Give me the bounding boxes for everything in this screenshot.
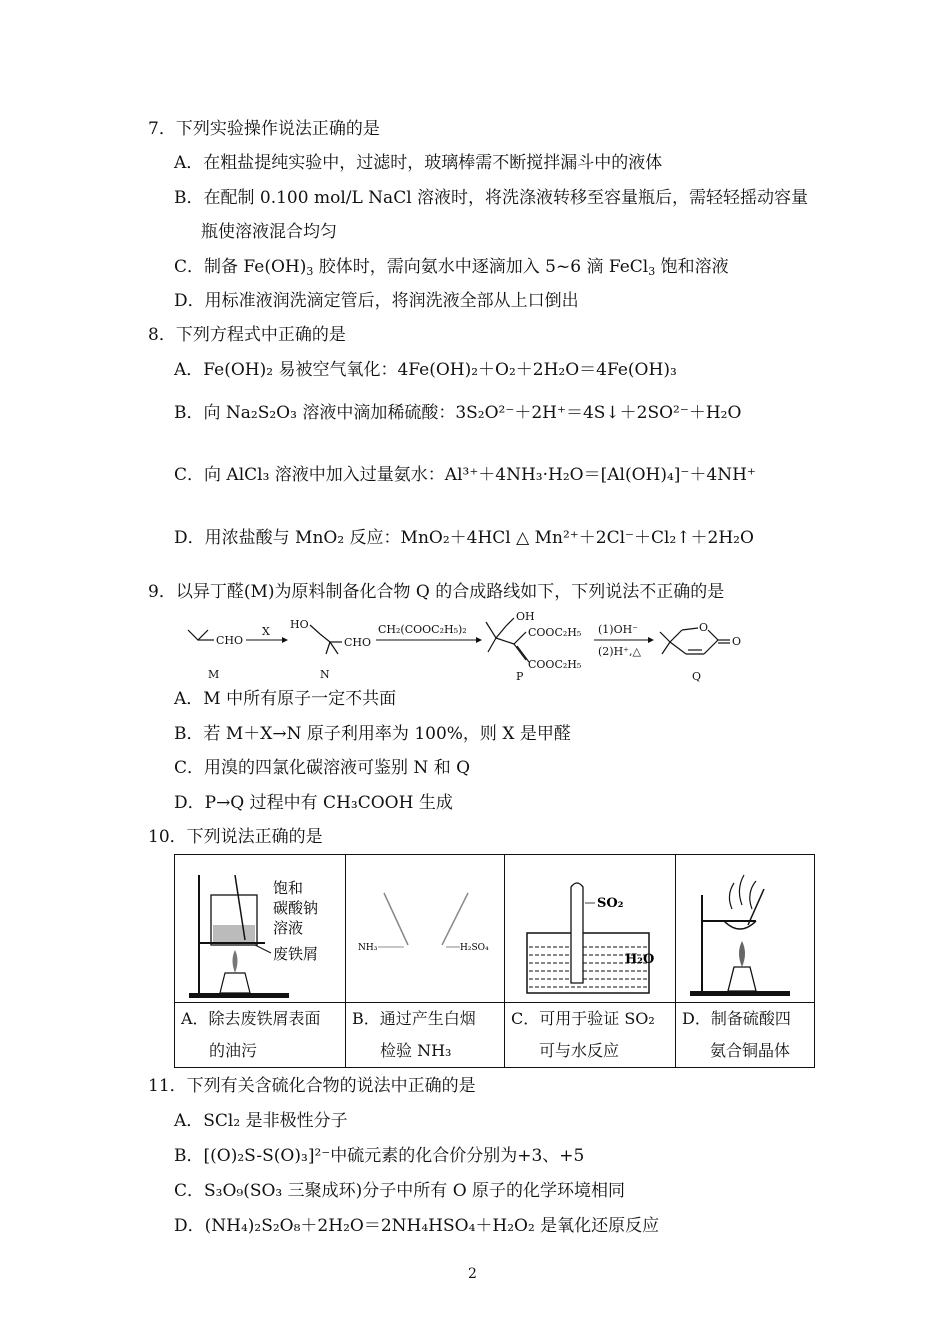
p-ester-2: COOC₂H₅ bbox=[528, 658, 582, 671]
label-p: P bbox=[516, 670, 524, 683]
q-carbonyl-o: O bbox=[732, 635, 742, 648]
label-n: N bbox=[320, 668, 330, 681]
caption-b-line2: 检验 NH₃ bbox=[380, 1041, 452, 1060]
caption-b-line1: B．通过产生白烟 bbox=[352, 1009, 476, 1028]
label-h2o: H₂O bbox=[625, 952, 655, 967]
q-ring-o: O bbox=[699, 621, 709, 634]
arrow-3 bbox=[594, 623, 654, 658]
q9-option-c: C．用溴的四氯化碳溶液可鉴别 N 和 Q bbox=[174, 758, 471, 778]
cell-d-image bbox=[676, 855, 815, 1003]
n-ho: HO bbox=[290, 618, 309, 631]
p-oh: OH bbox=[516, 610, 535, 623]
cell-a-image bbox=[175, 855, 346, 1003]
caption-d-line1: D．制备硫酸四 bbox=[682, 1009, 791, 1028]
caption-c-line1: C．可用于验证 SO₂ bbox=[511, 1009, 655, 1028]
arrow-2 bbox=[376, 623, 482, 643]
q8-option-b: B．向 Na₂S₂O₃ 溶液中滴加稀硫酸：3S₂O²⁻＋2H⁺＝4S↓＋2SO²⁻＋H₂O bbox=[174, 403, 742, 423]
apparatus-a bbox=[175, 855, 345, 1002]
cell-b-image bbox=[346, 855, 505, 1003]
q7-option-c: C．制备 $Fe(OH)_3$ 胶体时，需向氨水中逐滴加入 5~6 滴 FeCl$_3$ 饱和溶液 bbox=[174, 257, 729, 278]
label-saturated: 饱和 bbox=[273, 879, 304, 897]
q11-option-a: A．SCl₂ 是非极性分子 bbox=[174, 1111, 348, 1131]
compound-q bbox=[660, 621, 741, 683]
label-sodium-carbonate: 碳酸钠 bbox=[273, 899, 319, 917]
q10-stem: 10．下列说法正确的是 bbox=[148, 827, 323, 847]
q7-stem: 7．下列实验操作说法正确的是 bbox=[148, 119, 380, 139]
label-m: M bbox=[208, 668, 220, 681]
label-iron-scraps: 废铁屑 bbox=[273, 945, 319, 963]
q8-option-c: C．向 AlCl₃ 溶液中加入过量氨水：Al³⁺＋4NH₃·H₂O＝[Al(OH)₄]⁻＋4NH⁺ bbox=[174, 465, 756, 485]
q9-option-a: A．M 中所有原子一定不共面 bbox=[174, 689, 397, 709]
apparatus-d bbox=[676, 855, 814, 1002]
q7-option-a: A．在粗盐提纯实验中，过滤时，玻璃棒需不断搅拌漏斗中的液体 bbox=[174, 153, 663, 173]
q11-stem: 11．下列有关含硫化合物的说法中正确的是 bbox=[148, 1076, 476, 1096]
n-cho: CHO bbox=[344, 636, 372, 649]
q9-stem: 9．以异丁醛(M)为原料制备化合物 Q 的合成路线如下，下列说法不正确的是 bbox=[148, 582, 725, 602]
q7-option-d: D．用标准液润洗滴定管后，将润洗液全部从上口倒出 bbox=[174, 291, 579, 311]
cell-c-image bbox=[505, 855, 676, 1003]
m-cho: CHO bbox=[216, 634, 244, 647]
caption-a bbox=[175, 1003, 346, 1068]
q7-option-b-line2: 瓶使溶液混合均匀 bbox=[201, 222, 337, 242]
caption-c-line2: 可与水反应 bbox=[539, 1041, 620, 1060]
apparatus-c bbox=[505, 855, 675, 1002]
synthesis-scheme bbox=[186, 608, 766, 686]
q8-option-a: A．Fe(OH)₂ 易被空气氧化：4Fe(OH)₂＋O₂＋2H₂O＝4Fe(OH)₃ bbox=[174, 360, 677, 380]
q11-option-d: D．(NH₄)₂S₂O₈＋2H₂O＝2NH₄HSO₄＋H₂O₂ 是氧化还原反应 bbox=[174, 1216, 660, 1236]
caption-d bbox=[676, 1003, 815, 1068]
caption-a-line2: 的油污 bbox=[209, 1041, 258, 1060]
caption-d-line2: 氨合铜晶体 bbox=[710, 1041, 791, 1060]
compound-n bbox=[290, 618, 371, 681]
p-ester-1: COOC₂H₅ bbox=[528, 626, 582, 639]
reagent-h: (2)H⁺,△ bbox=[598, 645, 641, 658]
apparatus-b bbox=[346, 855, 504, 1002]
label-h2so4: H₂SO₄ bbox=[460, 943, 489, 953]
caption-c bbox=[505, 1003, 676, 1068]
q9-option-d: D．P→Q 过程中有 CH₃COOH 生成 bbox=[174, 793, 453, 813]
reagent-malonate: CH₂(COOC₂H₅)₂ bbox=[378, 623, 467, 636]
label-q: Q bbox=[692, 670, 702, 683]
compound-m bbox=[188, 630, 243, 681]
caption-a-line1: A．除去废铁屑表面 bbox=[181, 1009, 321, 1028]
label-so2: SO₂ bbox=[597, 896, 624, 911]
label-nh3: NH₃ bbox=[358, 943, 378, 953]
q11-option-c: C．S₃O₉(SO₃ 三聚成环)分子中所有 O 原子的化学环境相同 bbox=[174, 1181, 626, 1201]
reagent-oh: (1)OH⁻ bbox=[598, 623, 638, 636]
q7-option-b-line1: B．在配制 0.100 mol/L NaCl 溶液时，将洗涤液转移至容量瓶后，需轻轻摇动容量 bbox=[174, 188, 809, 208]
arrow-1 bbox=[246, 625, 288, 643]
caption-b bbox=[346, 1003, 505, 1068]
q10-table bbox=[174, 854, 815, 1068]
reagent-x: X bbox=[262, 625, 270, 638]
page-number: 2 bbox=[468, 1266, 477, 1282]
q9-option-b: B．若 M＋X→N 原子利用率为 100%，则 X 是甲醛 bbox=[174, 724, 571, 744]
compound-p bbox=[486, 610, 581, 683]
q8-option-d: D．用浓盐酸与 MnO₂ 反应：MnO₂＋4HCl △ Mn²⁺＋2Cl⁻＋Cl₂↑＋2H₂O bbox=[174, 528, 754, 548]
q11-option-b: B．[(O)₂S-S(O)₃]²⁻中硫元素的化合价分别为+3、+5 bbox=[174, 1146, 585, 1166]
label-solution: 溶液 bbox=[273, 919, 304, 937]
q8-stem: 8．下列方程式中正确的是 bbox=[148, 325, 346, 345]
